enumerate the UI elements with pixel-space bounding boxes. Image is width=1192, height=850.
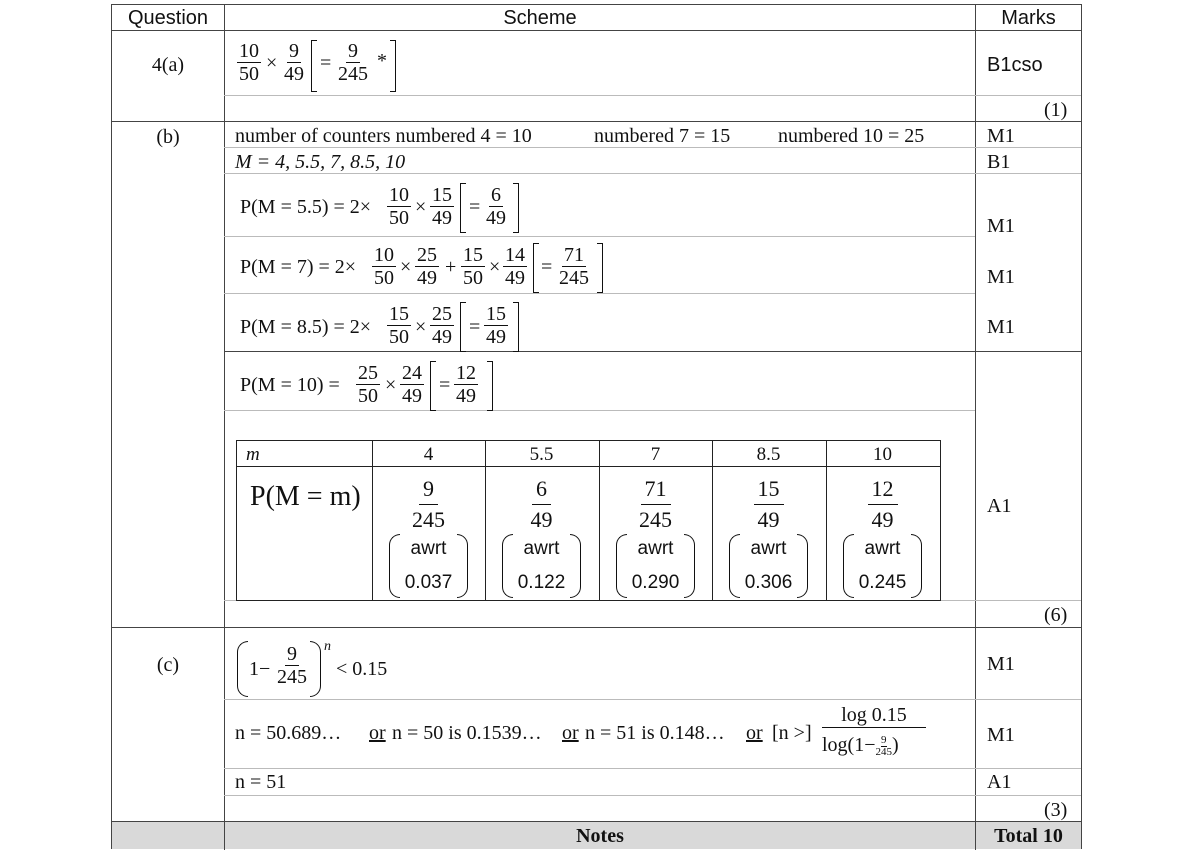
p85-times: × bbox=[415, 316, 427, 338]
q4c-l2-t3: n = 51 is 0.148… bbox=[585, 722, 725, 744]
p7-lhs: P(M = 7) = 2× bbox=[240, 256, 357, 278]
q4c-exp: n bbox=[324, 639, 331, 654]
p85-frac-1: $\frac{15}{50}$ bbox=[389, 303, 409, 348]
table-m-value: 5.5 bbox=[529, 444, 554, 465]
p7-mark: M1 bbox=[987, 266, 1015, 288]
q4c-l2-or1: or bbox=[369, 722, 386, 744]
q4a-star: * bbox=[377, 50, 387, 72]
table-awrt: awrt bbox=[864, 538, 901, 559]
table-decimal: 0.306 bbox=[744, 572, 793, 593]
log-denominator: log(1− $\frac{9}{245}$ ) bbox=[822, 733, 899, 758]
p10-times: × bbox=[385, 374, 397, 396]
p10-lhs: P(M = 10) = bbox=[240, 374, 340, 396]
q4c-l2-mark: M1 bbox=[987, 724, 1015, 746]
p10-frac-1: $\frac{25}{50}$ bbox=[358, 362, 378, 407]
p85-frac-2: $\frac{25}{49}$ bbox=[432, 303, 452, 348]
table-awrt: awrt bbox=[410, 538, 447, 559]
p7-frac-4: $\frac{14}{49}$ bbox=[505, 244, 525, 289]
q4b-line1-c: numbered 10 = 25 bbox=[778, 125, 925, 147]
q4a-frac-1: $\frac{10}{50}$ bbox=[239, 40, 259, 85]
p7-plus: + bbox=[445, 256, 457, 278]
table-prob-frac: 15 49 bbox=[712, 474, 825, 535]
table-prob-frac: 6 49 bbox=[530, 476, 553, 532]
table-label-m: m bbox=[246, 444, 260, 465]
q4a-frac-3: $\frac{9}{245}$ bbox=[338, 40, 368, 85]
table-awrt: awrt bbox=[637, 538, 674, 559]
p7-frac-3: $\frac{15}{50}$ bbox=[463, 244, 483, 289]
p55-eq: = bbox=[469, 196, 481, 218]
table-m-value: 7 bbox=[650, 444, 661, 465]
table-decimal: 0.290 bbox=[631, 572, 680, 593]
table-prob-frac: 12 49 bbox=[826, 474, 939, 535]
p7-times-2: × bbox=[489, 256, 501, 278]
q4c-l2-t4: [n >] bbox=[772, 722, 812, 744]
q4c-l2-or3: or bbox=[746, 722, 763, 744]
q4c-rhs: < 0.15 bbox=[336, 658, 388, 680]
q4c-label: (c) bbox=[156, 654, 180, 676]
table-prob-frac: 9 245 bbox=[412, 476, 445, 532]
p10-frac-2: $\frac{24}{49}$ bbox=[402, 362, 422, 407]
p7-times-1: × bbox=[400, 256, 412, 278]
q4b-line1-b: numbered 7 = 15 bbox=[594, 125, 731, 147]
footer-notes: Notes bbox=[576, 825, 624, 847]
p85-eq: = bbox=[469, 316, 481, 338]
table-prob-frac: 71 245 bbox=[639, 476, 672, 532]
q4c-ineq-mark: M1 bbox=[987, 653, 1015, 675]
p7-frac-1: $\frac{10}{50}$ bbox=[374, 244, 394, 289]
p55-mark: M1 bbox=[987, 215, 1015, 237]
p10-frac-r: $\frac{12}{49}$ bbox=[456, 362, 476, 407]
header-scheme: Scheme bbox=[503, 7, 577, 29]
q4c-l2-t2: n = 50 is 0.1539… bbox=[392, 722, 542, 744]
table-awrt: awrt bbox=[750, 538, 787, 559]
q4b-line1-mark: M1 bbox=[987, 125, 1015, 147]
table-m-value: 8.5 bbox=[756, 444, 781, 465]
q4a-subtotal: (1) bbox=[1044, 99, 1068, 121]
q4c-log-frac bbox=[822, 703, 926, 763]
q4a-times: × bbox=[266, 52, 278, 74]
q4c-l2-or2: or bbox=[562, 722, 579, 744]
q4c-l3: n = 51 bbox=[235, 771, 287, 793]
p55-frac-1: $\frac{10}{50}$ bbox=[389, 184, 409, 229]
q4c-l3-mark: A1 bbox=[987, 771, 1012, 793]
footer-total: Total 10 bbox=[994, 825, 1063, 847]
p85-mark: M1 bbox=[987, 316, 1015, 338]
q4c-frac: $\frac{9}{245}$ bbox=[277, 643, 307, 688]
q4c-one: 1− bbox=[249, 658, 271, 680]
table-m-value: 10 bbox=[873, 444, 892, 465]
q4a-label: 4(a) bbox=[151, 54, 185, 76]
table-awrt: awrt bbox=[523, 538, 560, 559]
p55-lhs: P(M = 5.5) = 2× bbox=[240, 196, 372, 218]
p55-frac-r: $\frac{6}{49}$ bbox=[486, 184, 506, 229]
table-decimal: 0.245 bbox=[858, 572, 907, 593]
p55-times: × bbox=[415, 196, 427, 218]
q4b-subtotal: (6) bbox=[1044, 604, 1068, 626]
table-m-value: 4 bbox=[423, 444, 434, 465]
q4b-label: (b) bbox=[156, 126, 180, 148]
header-question: Question bbox=[127, 7, 209, 29]
table-mark: A1 bbox=[987, 495, 1012, 517]
q4b-line1-a: number of counters numbered 4 = 10 bbox=[235, 125, 532, 147]
p10-eq: = bbox=[439, 374, 451, 396]
header-marks: Marks bbox=[1001, 7, 1056, 29]
q4b-line2-mark: B1 bbox=[987, 151, 1011, 173]
p7-frac-2: $\frac{25}{49}$ bbox=[417, 244, 437, 289]
p85-frac-r: $\frac{15}{49}$ bbox=[486, 303, 506, 348]
q4c-subtotal: (3) bbox=[1044, 799, 1068, 821]
log-numerator: log 0.15 bbox=[822, 703, 926, 728]
table-decimal: 0.037 bbox=[404, 572, 453, 593]
p7-frac-r: $\frac{71}{245}$ bbox=[559, 244, 589, 289]
q4a-frac-2: $\frac{9}{49}$ bbox=[284, 40, 304, 85]
q4a-mark: B1cso bbox=[987, 54, 1043, 76]
q4c-l2-t1: n = 50.689… bbox=[235, 722, 342, 744]
p55-frac-2: $\frac{15}{49}$ bbox=[432, 184, 452, 229]
table-label-p: P(M = m) bbox=[250, 481, 361, 512]
p7-eq: = bbox=[541, 256, 553, 278]
p85-lhs: P(M = 8.5) = 2× bbox=[240, 316, 372, 338]
q4b-line2: M = 4, 5.5, 7, 8.5, 10 bbox=[235, 151, 406, 173]
q4a-eq: = bbox=[320, 52, 332, 74]
table-decimal: 0.122 bbox=[517, 572, 566, 593]
